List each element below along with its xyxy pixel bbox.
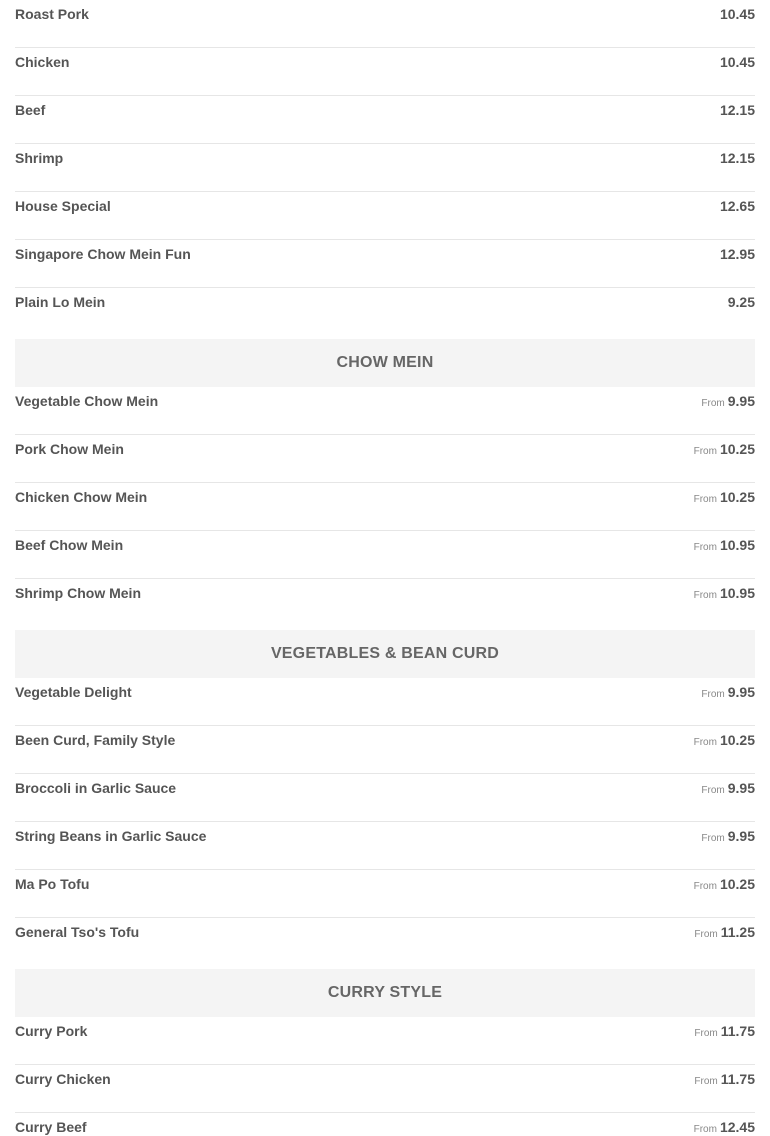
section-header-vegetables: VEGETABLES & BEAN CURD [15, 630, 755, 678]
item-price-wrap [720, 150, 755, 167]
item-name: Curry Chicken [15, 1071, 111, 1087]
section-vegetables-items [15, 678, 755, 966]
item-name: Vegetable Chow Mein [15, 393, 159, 409]
item-price-wrap [701, 684, 755, 703]
menu-item[interactable] [15, 822, 755, 870]
menu-item[interactable] [15, 870, 755, 918]
section-chow-mein-items [15, 387, 755, 627]
from-label: From [694, 929, 718, 940]
from-label: From [693, 590, 717, 601]
item-name: Chicken [15, 54, 70, 70]
item-name: String Beans in Garlic Sauce [15, 828, 207, 844]
item-name: Plain Lo Mein [15, 294, 106, 310]
item-price: 10.95 [719, 585, 755, 601]
menu-item[interactable] [15, 918, 755, 966]
item-price: 12.15 [719, 150, 755, 166]
item-price-wrap [694, 1023, 755, 1042]
item-price-wrap [701, 780, 755, 799]
item-price-wrap [701, 828, 755, 847]
item-price: 10.25 [719, 876, 755, 892]
item-price: 10.45 [719, 6, 755, 22]
item-name: Broccoli in Garlic Sauce [15, 780, 177, 796]
from-label: From [693, 494, 717, 505]
menu-item[interactable] [15, 774, 755, 822]
from-label: From [701, 398, 725, 409]
item-price: 11.75 [720, 1071, 755, 1087]
item-name: Ma Po Tofu [15, 876, 90, 892]
item-name: Curry Beef [15, 1119, 87, 1135]
item-name: General Tso's Tofu [15, 924, 140, 940]
section-header-chow-mein: CHOW MEIN [15, 339, 755, 387]
from-label: From [693, 1124, 717, 1135]
menu-item[interactable] [15, 288, 755, 336]
item-price-wrap [694, 441, 755, 460]
item-name: Been Curd, Family Style [15, 732, 176, 748]
item-name: Singapore Chow Mein Fun [15, 246, 191, 262]
item-name: Beef Chow Mein [15, 537, 124, 553]
menu-item[interactable] [15, 579, 755, 627]
from-label: From [701, 689, 725, 700]
item-price-wrap [694, 924, 755, 943]
from-label: From [694, 1028, 718, 1039]
item-price: 10.25 [719, 441, 755, 457]
menu-item[interactable] [15, 48, 755, 96]
menu-item[interactable] [15, 726, 755, 774]
item-name: Curry Pork [15, 1023, 88, 1039]
item-price-wrap [694, 537, 755, 556]
item-price-wrap [694, 1071, 755, 1090]
from-label: From [693, 881, 717, 892]
item-price-wrap [720, 102, 755, 119]
menu-item[interactable] [15, 1017, 755, 1065]
item-price-wrap [694, 1119, 755, 1136]
item-price: 12.95 [719, 246, 755, 262]
item-price: 10.45 [719, 54, 755, 70]
item-price-wrap [720, 198, 755, 215]
item-price: 10.25 [719, 489, 755, 505]
item-price-wrap [694, 489, 755, 508]
menu-item[interactable] [15, 483, 755, 531]
menu-item[interactable] [15, 435, 755, 483]
item-price: 12.65 [719, 198, 755, 214]
item-price-wrap [694, 876, 755, 895]
item-price: 9.95 [727, 780, 755, 796]
menu-item[interactable] [15, 678, 755, 726]
item-price: 9.95 [727, 393, 755, 409]
section-lo-mein-items [15, 0, 755, 336]
item-name: Chicken Chow Mein [15, 489, 148, 505]
item-price: 11.75 [720, 1023, 755, 1039]
from-label: From [693, 737, 717, 748]
item-name: House Special [15, 198, 111, 214]
item-price: 12.45 [719, 1119, 755, 1135]
menu-item[interactable] [15, 531, 755, 579]
menu-item[interactable] [15, 144, 755, 192]
item-price: 11.25 [720, 924, 755, 940]
item-name: Beef [15, 102, 46, 118]
item-price-wrap [694, 585, 755, 604]
item-name: Vegetable Delight [15, 684, 132, 700]
item-price: 10.95 [719, 537, 755, 553]
item-price-wrap [701, 393, 755, 412]
section-curry-items [15, 1017, 755, 1136]
item-price: 9.95 [727, 684, 755, 700]
menu-item[interactable] [15, 1113, 755, 1136]
section-header-curry: CURRY STYLE [15, 969, 755, 1017]
from-label: From [694, 1076, 718, 1087]
menu-item[interactable] [15, 0, 755, 48]
menu-list [15, 0, 755, 1136]
menu-item[interactable] [15, 387, 755, 435]
from-label: From [693, 542, 717, 553]
menu-item[interactable] [15, 240, 755, 288]
from-label: From [701, 833, 725, 844]
item-price-wrap [694, 732, 755, 751]
item-name: Shrimp Chow Mein [15, 585, 141, 601]
from-label: From [701, 785, 725, 796]
item-price-wrap [720, 246, 755, 263]
from-label: From [693, 446, 717, 457]
item-name: Pork Chow Mein [15, 441, 124, 457]
menu-item[interactable] [15, 1065, 755, 1113]
item-name: Shrimp [15, 150, 64, 166]
item-price: 9.25 [727, 294, 755, 310]
item-price: 10.25 [719, 732, 755, 748]
item-name: Roast Pork [15, 6, 89, 22]
item-price-wrap [728, 294, 755, 311]
item-price: 9.95 [727, 828, 755, 844]
item-price: 12.15 [719, 102, 755, 118]
menu-item[interactable] [15, 96, 755, 144]
item-price-wrap [720, 54, 755, 71]
item-price-wrap [720, 6, 755, 23]
menu-item[interactable] [15, 192, 755, 240]
